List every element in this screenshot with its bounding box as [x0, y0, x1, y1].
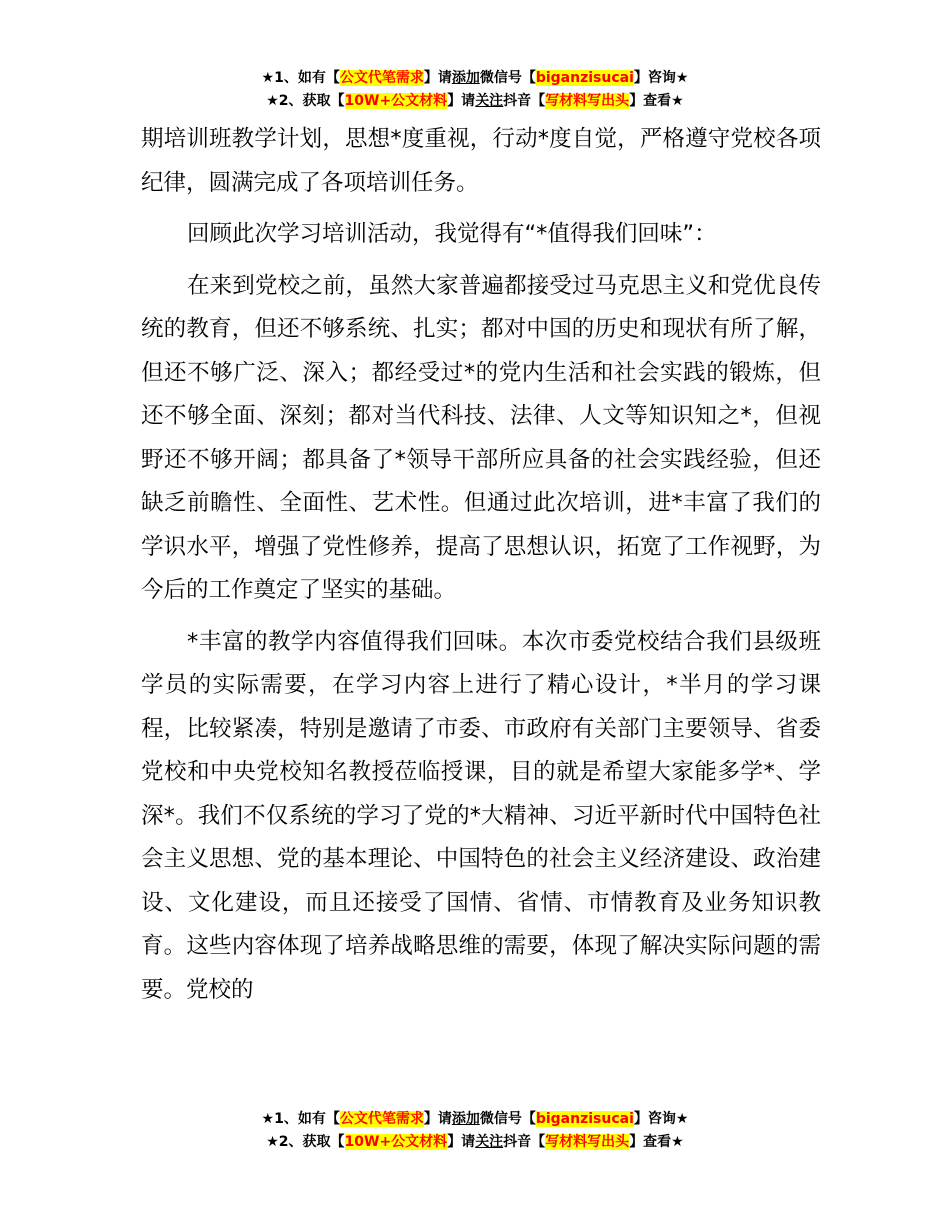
- paragraph-4: *丰富的教学内容值得我们回味。本次市委党校结合我们县级班学员的实际需要，在学习内容上进行了精心设计，*半月的学习课程，比较紧凑，特别是邀请了市委、市政府有关部门主要领导、省委党校和中央党校知名教授莅临授课，目的就是希望大家能多学*、学深*。我们不仅系统的学习了党的*大精神、习近平新时代中国特色社会主义思想、党的基本理论、中国特色的社会主义经济建设、政治建设、文化建设，而且还接受了国情、省情、市情教育及业务知识教育。这些内容体现了培养战略思维的需要，体现了解决实际问题的需要。党校的: [141, 628, 821, 1003]
- banner-text: ★1、如有【: [261, 70, 340, 86]
- paragraph-1: 期培训班教学计划，思想*度重视，行动*度自觉，严格遵守党校各项纪律，圆满完成了各项培训任务。: [141, 126, 821, 196]
- banner-text: 】咨询★: [633, 1111, 689, 1127]
- banner-text: 】查看★: [629, 93, 684, 109]
- banner-highlight-service: 公文代笔需求: [339, 1111, 424, 1127]
- banner-underline-add: 添加: [451, 1111, 480, 1127]
- footer-banner: [0, 1108, 950, 1154]
- banner-highlight-service: 公文代笔需求: [339, 70, 424, 86]
- banner-line-1: [0, 1108, 950, 1131]
- banner-text: 微信号【: [479, 70, 536, 86]
- banner-text: ★1、如有【: [261, 1111, 340, 1127]
- banner-underline-follow: 关注: [475, 1134, 504, 1150]
- banner-highlight-wechat-id: biganzisucai: [535, 1111, 634, 1127]
- banner-text: ★2、获取【: [266, 1134, 345, 1150]
- paragraph-2: 回顾此次学习培训活动，我觉得有“*值得我们回味”：: [187, 221, 717, 247]
- banner-text: 微信号【: [479, 1111, 536, 1127]
- banner-text: 】请: [447, 1134, 476, 1150]
- banner-text: 】请: [447, 93, 476, 109]
- banner-text: 抖音【: [503, 93, 546, 109]
- header-banner: [0, 67, 950, 113]
- banner-highlight-douyin: 写材料写出头: [545, 93, 630, 109]
- banner-highlight-materials: 10W+公文材料: [344, 1134, 448, 1150]
- banner-highlight-wechat-id: biganzisucai: [535, 70, 634, 86]
- banner-line-2: [0, 90, 950, 113]
- banner-highlight-materials: 10W+公文材料: [344, 93, 448, 109]
- banner-text: 抖音【: [503, 1134, 546, 1150]
- banner-text: 】咨询★: [633, 70, 689, 86]
- banner-underline-follow: 关注: [475, 93, 504, 109]
- banner-text: 】请: [423, 70, 452, 86]
- banner-text: ★2、获取【: [266, 93, 345, 109]
- banner-line-1: [0, 67, 950, 90]
- banner-text: 】请: [423, 1111, 452, 1127]
- banner-line-2: [0, 1131, 950, 1154]
- paragraph-3: 在来到党校之前，虽然大家普遍都接受过马克思主义和党优良传统的教育，但还不够系统、扎实；都对中国的历史和现状有所了解，但还不够广泛、深入；都经受过*的党内生活和社会实践的锻炼，但还不够全面、深刻；都对当代科技、法律、人文等知识知之*，但视野还不够开阔；都具备了*领导干部所应具备的社会实践经验，但还缺乏前瞻性、全面性、艺术性。但通过此次培训，进*丰富了我们的学识水平，增强了党性修养，提高了思想认识，拓宽了工作视野，为今后的工作奠定了坚实的基础。: [141, 272, 821, 603]
- banner-text: 】查看★: [629, 1134, 684, 1150]
- banner-underline-add: 添加: [451, 70, 480, 86]
- banner-highlight-douyin: 写材料写出头: [545, 1134, 630, 1150]
- document-body: [141, 118, 821, 1012]
